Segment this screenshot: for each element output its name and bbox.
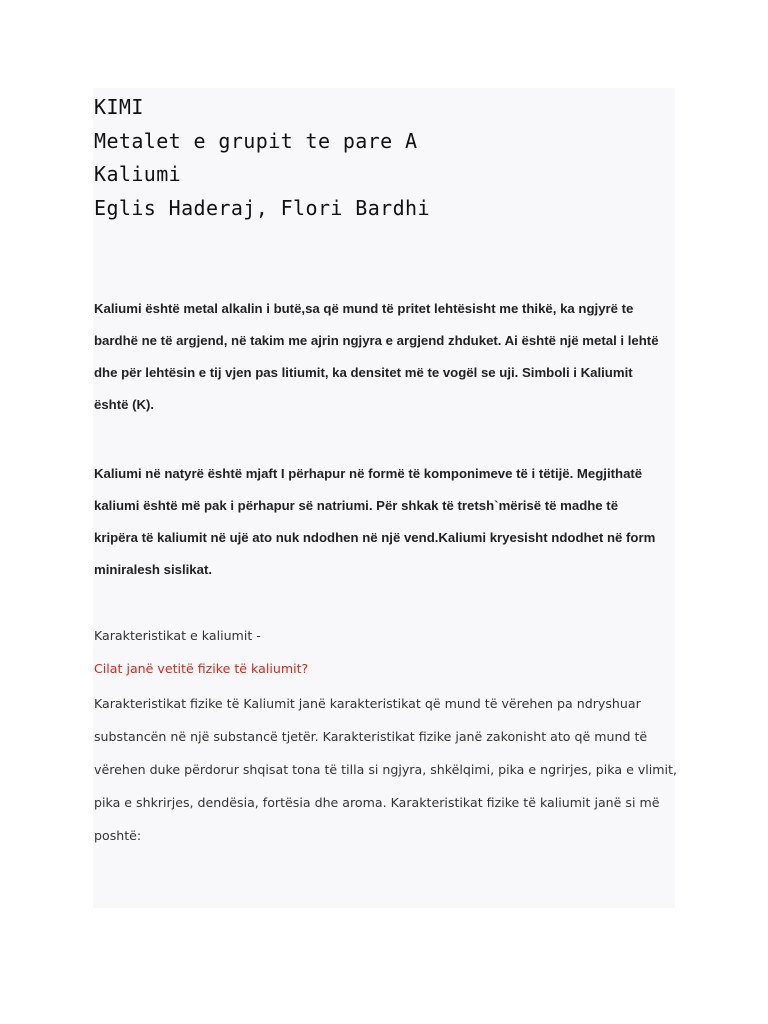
- paragraph-intro: [94, 293, 676, 421]
- paragraph-line: Kaliumi në natyrë është mjaft I përhapur në formë të komponimeve të i tëtijë. Megjithatë: [94, 466, 643, 481]
- paragraph-line: poshtë:: [94, 828, 142, 843]
- authors-line: Eglis Haderaj, Flori Bardhi: [94, 196, 430, 220]
- paragraph-line: miniralesh sislikat.: [94, 562, 213, 577]
- paragraph-line: Karakteristikat fizike të Kaliumit janë karakteristikat që mund të vërehen pa ndryshuar: [94, 696, 641, 711]
- paragraph-line: kaliumi është më pak i përhapur së natriumi. Për shkak të tretsh`mërisë të madhe të: [94, 498, 619, 513]
- section-label: Karakteristikat e kaliumit -: [94, 628, 261, 643]
- paragraph-physical-properties: [94, 687, 676, 852]
- paragraph-line: vërehen duke përdorur shqisat tona të tilla si ngjyra, shkëlqimi, pika e ngrirjes, pika e vlimit,: [94, 762, 677, 777]
- section-question: Cilat janë vetitë fizike të kaliumit?: [94, 661, 309, 676]
- paragraph-line: është (K).: [94, 397, 155, 412]
- paragraph-line: kripëra të kaliumit në ujë ato nuk ndodhen në një vend.Kaliumi kryesisht ndodhet në form: [94, 530, 656, 545]
- paragraph-line: Kaliumi është metal alkalin i butë,sa që mund të pritet lehtësisht me thikë, ka ngjyrë te: [94, 301, 634, 316]
- subject-title: KIMI: [94, 95, 144, 119]
- paragraph-line: substancën në një substancë tjetër. Karakteristikat fizike janë zakonisht ato që mund të: [94, 729, 648, 744]
- paragraph-line: pika e shkrirjes, dendësia, fortësia dhe aroma. Karakteristikat fizike të kaliumit janë si më: [94, 795, 660, 810]
- element-title: Kaliumi: [94, 162, 182, 186]
- topic-title: Metalet e grupit te pare A: [94, 129, 418, 153]
- paragraph-line: bardhë ne të argjend, në takim me ajrin ngjyra e argjend zhduket. Ai është një metal i lehtë: [94, 333, 659, 348]
- paragraph-line: dhe për lehtësin e tij vjen pas litiumit, ka densitet më te vogël se uji. Simboli i Kaliumit: [94, 365, 633, 380]
- paragraph-occurrence: [94, 458, 676, 586]
